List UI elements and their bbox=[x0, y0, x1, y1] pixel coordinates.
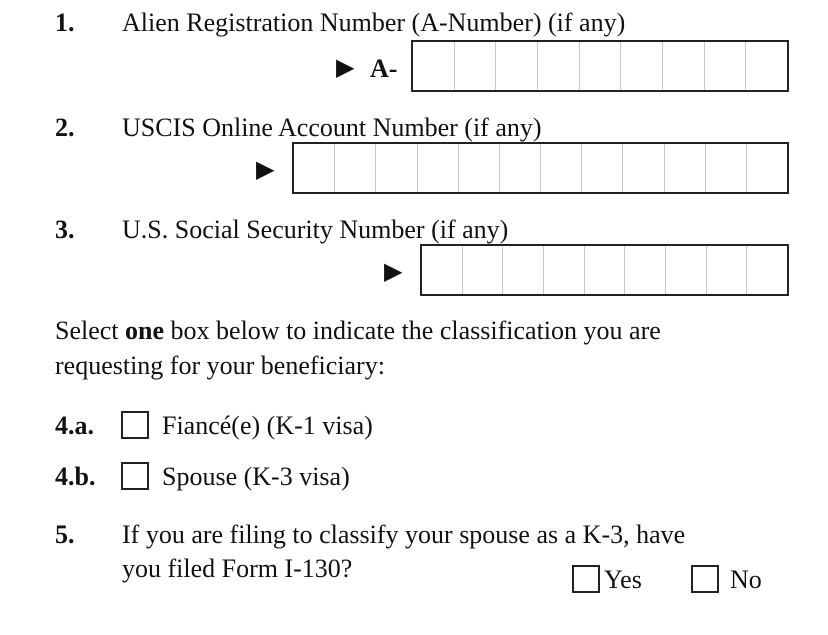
item-5-line-2: you filed Form I-130? bbox=[122, 554, 353, 583]
input-cell[interactable] bbox=[418, 144, 459, 192]
instruction-text: Select bbox=[55, 316, 126, 345]
input-cell[interactable] bbox=[544, 246, 585, 294]
instruction-text: box below to indicate the classification you are bbox=[164, 316, 661, 345]
instruction-emphasis: one bbox=[125, 316, 165, 345]
input-cell[interactable] bbox=[666, 246, 707, 294]
spouse-label: Spouse (K-3 visa) bbox=[162, 462, 350, 491]
item-2-number: 2. bbox=[55, 113, 75, 142]
yes-checkbox[interactable] bbox=[572, 565, 600, 593]
input-cell[interactable] bbox=[585, 246, 626, 294]
input-cell[interactable] bbox=[625, 246, 666, 294]
input-cell[interactable] bbox=[705, 42, 747, 90]
input-cell[interactable] bbox=[582, 144, 623, 192]
input-cell[interactable] bbox=[623, 144, 664, 192]
input-cell[interactable] bbox=[413, 42, 455, 90]
input-cell[interactable] bbox=[663, 42, 705, 90]
fiance-checkbox[interactable] bbox=[121, 411, 149, 439]
input-cell[interactable] bbox=[463, 246, 504, 294]
item-5-number: 5. bbox=[55, 520, 75, 549]
instruction-line-2: requesting for your beneficiary: bbox=[55, 351, 385, 380]
no-checkbox[interactable] bbox=[691, 565, 719, 593]
item-4b-number: 4.b. bbox=[55, 462, 96, 491]
input-cell[interactable] bbox=[422, 246, 463, 294]
yes-label: Yes bbox=[604, 565, 642, 594]
fiance-label: Fiancé(e) (K-1 visa) bbox=[162, 411, 373, 440]
input-cell[interactable] bbox=[459, 144, 500, 192]
a-number-input[interactable] bbox=[411, 40, 789, 92]
arrow-icon: ▶ bbox=[256, 157, 275, 183]
input-cell[interactable] bbox=[335, 144, 376, 192]
input-cell[interactable] bbox=[500, 144, 541, 192]
arrow-icon: ▶ bbox=[336, 55, 355, 81]
input-cell[interactable] bbox=[538, 42, 580, 90]
item-2-label: USCIS Online Account Number (if any) bbox=[122, 113, 542, 142]
input-cell[interactable] bbox=[294, 144, 335, 192]
a-number-prefix: A- bbox=[370, 54, 398, 83]
spouse-checkbox[interactable] bbox=[121, 462, 149, 490]
instruction-line-1 bbox=[55, 315, 661, 346]
input-cell[interactable] bbox=[747, 144, 787, 192]
input-cell[interactable] bbox=[455, 42, 497, 90]
input-cell[interactable] bbox=[503, 246, 544, 294]
input-cell[interactable] bbox=[496, 42, 538, 90]
item-3-number: 3. bbox=[55, 215, 75, 244]
item-1-label: Alien Registration Number (A-Number) (if any) bbox=[122, 8, 626, 37]
item-1-number: 1. bbox=[55, 8, 75, 37]
input-cell[interactable] bbox=[746, 42, 787, 90]
input-cell[interactable] bbox=[541, 144, 582, 192]
arrow-icon: ▶ bbox=[384, 259, 403, 285]
item-4a-number: 4.a. bbox=[55, 411, 94, 440]
ssn-input[interactable] bbox=[420, 244, 789, 296]
input-cell[interactable] bbox=[580, 42, 622, 90]
input-cell[interactable] bbox=[621, 42, 663, 90]
no-label: No bbox=[730, 565, 762, 594]
input-cell[interactable] bbox=[665, 144, 706, 192]
item-5-line-1: If you are filing to classify your spouse as a K-3, have bbox=[122, 520, 686, 549]
uscis-account-input[interactable] bbox=[292, 142, 789, 194]
input-cell[interactable] bbox=[376, 144, 417, 192]
input-cell[interactable] bbox=[747, 246, 787, 294]
input-cell[interactable] bbox=[707, 246, 748, 294]
item-3-label: U.S. Social Security Number (if any) bbox=[122, 215, 509, 244]
input-cell[interactable] bbox=[706, 144, 747, 192]
